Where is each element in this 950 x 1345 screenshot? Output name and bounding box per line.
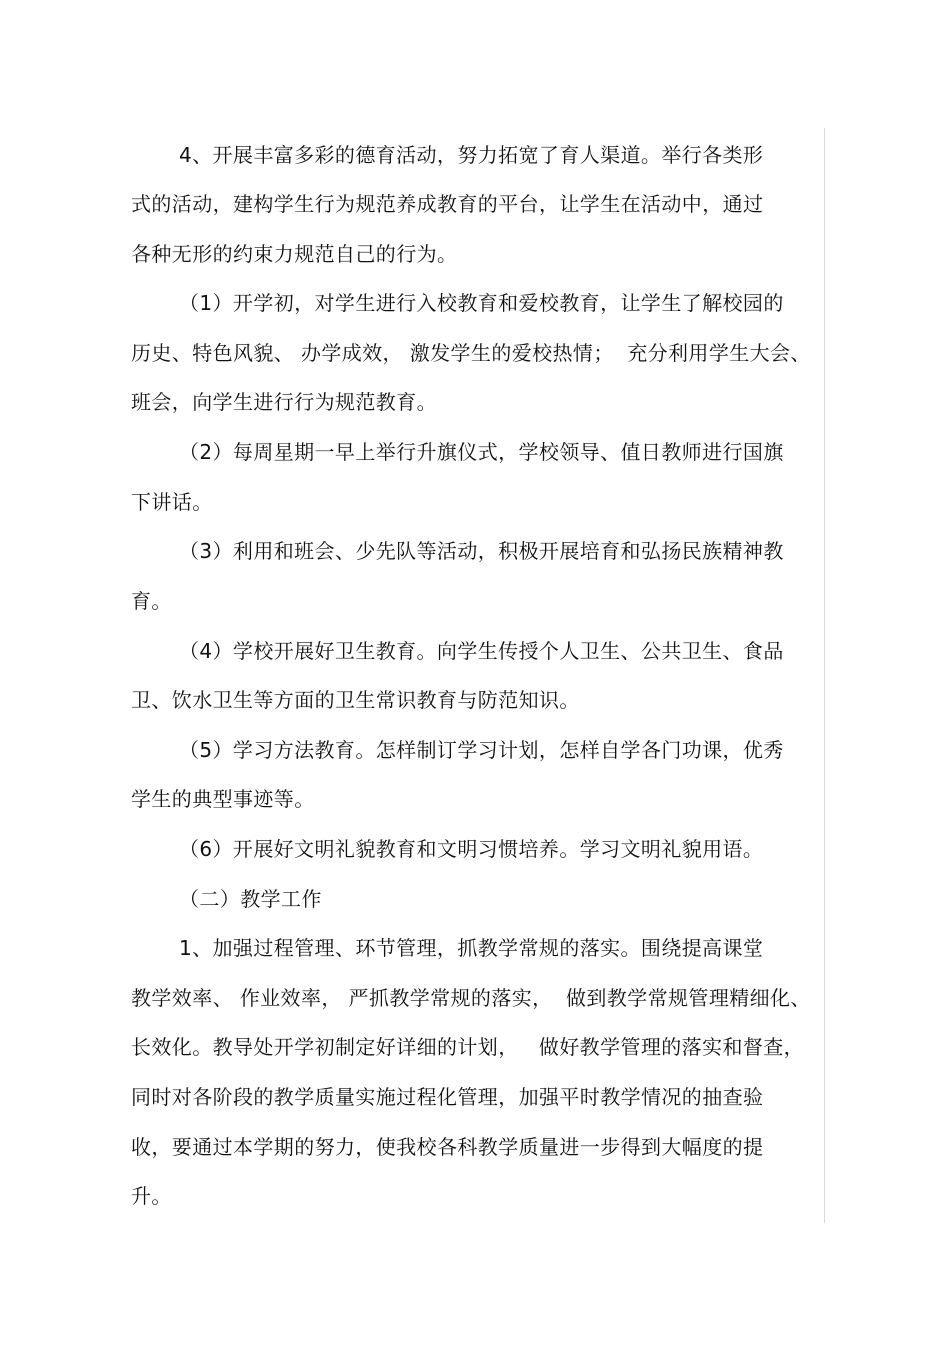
paragraph-1-line-2: 式的活动，建构学生行为规范养成教育的平台，让学生在活动中，通过 [131,192,764,216]
paragraph-4-line-1: （3）利用和班会、少先队等活动，积极开展培育和弘扬民族精神教 [179,539,784,563]
paragraph-8-line-4: 同时对各阶段的教学质量实施过程化管理，加强平时教学情况的抽查验 [131,1085,764,1109]
paragraph-3-line-1: （2）每周星期一早上举行升旗仪式，学校领导、值日教师进行国旗 [179,440,784,464]
section-heading: （二）教学工作 [179,887,322,911]
paragraph-8-line-5: 收，要通过本学期的努力，使我校各科教学质量进一步得到大幅度的提 [131,1135,764,1159]
paragraph-7-line-1: （6）开展好文明礼貌教育和文明习惯培养。学习文明礼貌用语。 [179,837,764,861]
paragraph-2-line-2: 历史、特色风貌、 办学成效， 激发学生的爱校热情； 充分利用学生大会、 [131,341,811,365]
margin-rule [824,128,825,1223]
paragraph-8-line-6: 升。 [131,1184,172,1208]
paragraph-4-line-2: 育。 [131,589,172,613]
paragraph-6-line-2: 学生的典型事迹等。 [131,787,315,811]
paragraph-1-line-3: 各种无形的约束力规范自己的行为。 [131,242,458,266]
paragraph-5-line-2: 卫、饮水卫生等方面的卫生常识教育与防范知识。 [131,688,580,712]
paragraph-8-line-3: 长效化。教导处开学初制定好详细的计划， 做好教学管理的落实和督查， [131,1035,805,1059]
paragraph-3-line-2: 下讲话。 [131,490,213,514]
paragraph-8-line-1: 1、加强过程管理、环节管理，抓教学常规的落实。围绕提高课堂 [179,936,764,960]
paragraph-8-line-2: 教学效率、 作业效率， 严抓教学常规的落实， 做到教学常规管理精细化、 [131,986,811,1010]
paragraph-6-line-1: （5）学习方法教育。怎样制订学习计划，怎样自学各门功课，优秀 [179,738,784,762]
paragraph-5-line-1: （4）学校开展好卫生教育。向学生传授个人卫生、公共卫生、食品 [179,639,784,663]
paragraph-1-line-1: 4、开展丰富多彩的德育活动，努力拓宽了育人渠道。举行各类形 [179,143,764,167]
paragraph-2-line-3: 班会，向学生进行行为规范教育。 [131,390,437,414]
paragraph-2-line-1: （1）开学初，对学生进行入校教育和爱校教育，让学生了解校园的 [179,291,784,315]
